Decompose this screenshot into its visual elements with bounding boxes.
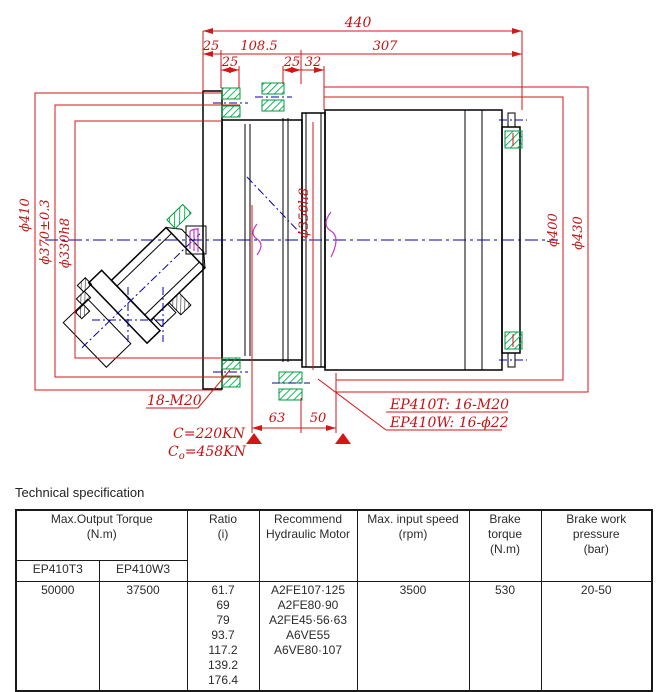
header-ratio-line1: Ratio	[208, 512, 237, 526]
dim-108-label: 108.5	[240, 39, 278, 54]
header-speed	[357, 510, 469, 582]
note-ep410t: EP410T: 16-M20	[390, 397, 510, 413]
header-ratio	[187, 510, 259, 582]
dia-430-label: ϕ430	[571, 216, 586, 250]
ratio-value: 176.4	[207, 673, 239, 687]
cell-ratios	[187, 582, 259, 692]
header-pressure-line2: pressure	[572, 527, 620, 541]
ratio-value: 139.2	[207, 658, 239, 672]
header-motor-line1: Recommend	[273, 512, 343, 526]
motor-value: A2FE107·125	[270, 583, 346, 597]
motor-value: A2FE45·56·63	[268, 613, 348, 627]
header-pressure-line3: (bar)	[583, 542, 609, 556]
dia-400-label: ϕ400	[546, 213, 561, 247]
header-pressure-line1: Brake work	[566, 512, 627, 526]
dim-32-label: 32	[304, 55, 322, 70]
header-ratio-line2: (i)	[217, 527, 229, 541]
dim-25-label: 25	[202, 39, 220, 54]
header-speed-line2: (rpm)	[398, 527, 428, 541]
hydraulic-motor	[49, 177, 302, 380]
dim-307-label: 307	[372, 39, 398, 54]
cell-speed: 3500	[357, 582, 469, 692]
dim-ring25-label: 25	[283, 55, 301, 70]
cell-torque-w3: 37500	[99, 582, 187, 692]
bolt-sections	[222, 83, 522, 400]
dia-370-label: ϕ370±0.3	[38, 199, 53, 265]
spec-table	[15, 509, 653, 692]
motor-value: A6VE80·107	[273, 643, 343, 657]
note-ep410w: EP410W: 16-ϕ22	[390, 415, 509, 431]
ratio-value: 69	[216, 598, 230, 612]
note-18-m20: 18-M20	[147, 393, 202, 409]
dim-flange25-label: 25	[221, 55, 239, 70]
dim-50-label: 50	[309, 411, 327, 426]
header-brake	[469, 510, 541, 582]
cell-brake-pressure: 20-50	[541, 582, 652, 692]
header-brake-line2: (N.m)	[490, 542, 520, 556]
dia-330-label: ϕ330h8	[58, 217, 73, 269]
note-c-load: C=220KN	[173, 426, 245, 442]
dim-total-label: 440	[344, 15, 372, 31]
header-motor	[259, 510, 357, 582]
header-brake-line1: Brake torque	[487, 512, 523, 541]
ratio-value: 79	[216, 613, 230, 627]
cell-torque-t3: 50000	[16, 582, 99, 692]
datum-triangle-right	[335, 433, 351, 444]
header-motor-line2: Hydraulic Motor	[265, 527, 351, 541]
header-torque-line1: Max.Output Torque	[50, 512, 153, 526]
subheader-ep410t3: EP410T3	[16, 561, 99, 582]
header-torque	[16, 510, 187, 561]
header-torque-line2: (N.m)	[86, 527, 117, 541]
ratio-value: 61.7	[211, 583, 235, 597]
subheader-ep410w3: EP410W3	[99, 561, 187, 582]
header-speed-line1: Max. input speed	[367, 512, 459, 526]
motor-value: A6VE55	[285, 628, 331, 642]
section-title: Technical specification	[15, 485, 145, 500]
cell-brake-torque: 530	[469, 582, 541, 692]
datum-triangle-left	[246, 433, 262, 444]
ratio-value: 117.2	[208, 643, 238, 657]
dia-350-label: ϕ350h8	[297, 187, 312, 239]
header-pressure	[541, 510, 652, 582]
note-co-load: $C_o=458KN$	[168, 444, 246, 462]
dim-63-label: 63	[268, 411, 286, 426]
ratio-value: 93.7	[211, 628, 235, 642]
motor-value: A2FE80·90	[277, 598, 339, 612]
cell-motors	[259, 582, 357, 692]
dia-410-label: ϕ410	[18, 198, 33, 232]
